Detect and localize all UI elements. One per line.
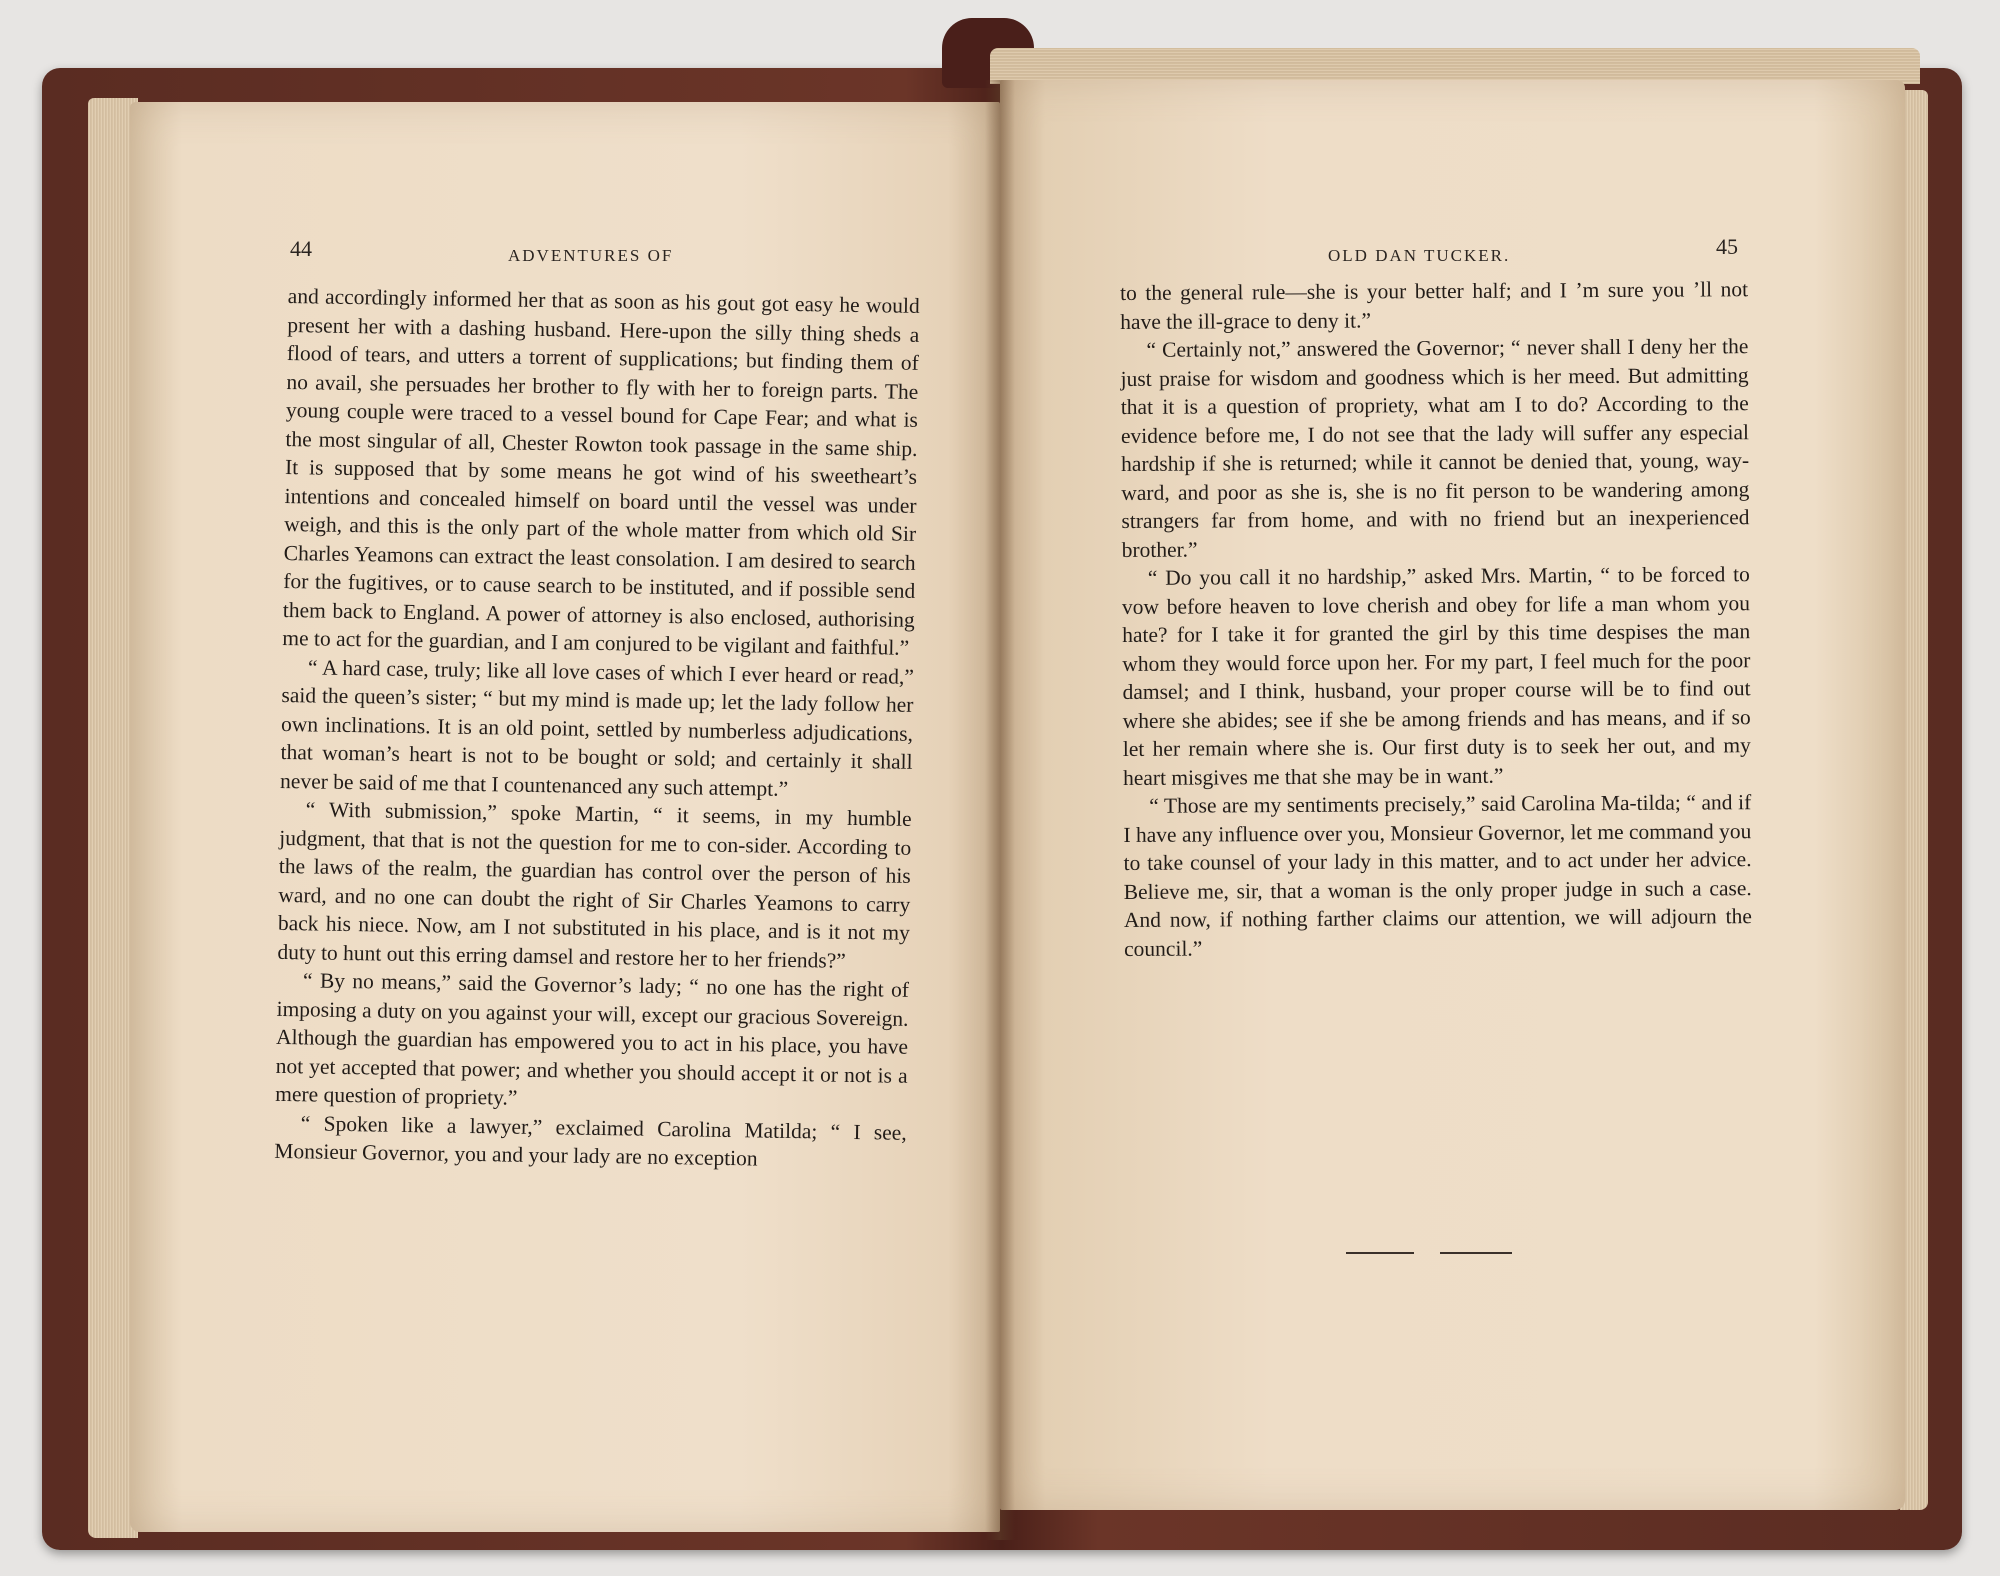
page-number-left: 44 bbox=[290, 236, 312, 261]
running-head-left: ADVENTURES OF bbox=[508, 246, 674, 265]
page-number-right: 45 bbox=[1716, 234, 1738, 259]
paragraph: “ Certainly not,” answered the Governor; “ never shall I deny her the just praise for wisdom and goodness which is her meed. But admitting that it is a question of propriety, what am I to do? According to the evidence before me, I do not see that the lady will suffer any especial hardship if she is returned; while it cannot be denied that, young, way-ward, and poor as she is, she is no fit person to be wandering among strangers far from home, and with no friend but an inexperienced brother.” bbox=[1120, 334, 1750, 562]
end-rule-left bbox=[1346, 1252, 1414, 1254]
end-rule-right bbox=[1440, 1252, 1512, 1254]
paragraph: “ By no means,” said the Governor’s lady; “ no one has the right of imposing a duty on you against your will, except our gracious Sovereign. Although the guardian has empowered you to act in his place, you have not yet accepted that power; and whether you should accept it or not is a mere question of propriety.” bbox=[275, 968, 910, 1110]
paragraph: and accordingly informed her that as soon as his gout got easy he would present her with a dashing husband. Here-upon the silly thing sheds a flood of tears, and utters a torrent of supplications; but finding them of no avail, she persuades her brother to fly with her to foreign parts. The young couple were traced to a vessel bound for Cape Fear; and what is the most singular of all, Chester Rowton took passage in the same ship. It is supposed that by some means he got wind of his sweetheart’s intentions and concealed himself on board until the vessel was under weigh, and this is the only part of the whole matter from which old Sir Charles Yeamons can extract the least consolation. I am desired to search for the fugitives, or to cause search to be instituted, and if possible send them back to England. A power of attorney is also enclosed, authorising me to act for the guardian, and I am conjured to be vigilant and faithful.” bbox=[282, 283, 920, 660]
paragraph: “ A hard case, truly; like all love cases of which I ever heard or read,” said the queen’s sister; “ but my mind is made up; let the lady follow her own inclinations. It is an old point, settled by numberless adjudications, that woman’s heart is not to be bought or sold; and certainly it shall never be said of me that I countenanced any such attempt.” bbox=[279, 654, 915, 801]
paragraph: “ Spoken like a lawyer,” exclaimed Carolina Matilda; “ I see, Monsieur Governor, you and your lady are no exception bbox=[274, 1110, 907, 1171]
right-page-text bbox=[1120, 275, 1752, 963]
paragraph: “ Those are my sentiments precisely,” said Carolina Ma-tilda; “ and if I have any influence over you, Monsieur Governor, let me command you to take counsel of your lady in this matter, and to act under her advice. Believe me, sir, that a woman is the only proper judge in such a case. And now, if nothing farther claims our attention, we will adjourn the council.” bbox=[1123, 790, 1752, 961]
paragraph: “ With submission,” spoke Martin, “ it seems, in my humble judgment, that that is not the question for me to con-sider. According to the laws of the realm, the guardian has control over the person of his ward, and no one can doubt the right of Sir Charles Yeamons to carry back his niece. Now, am I not substituted in his place, and is it not my duty to hunt out this erring damsel and restore her to her friends?” bbox=[277, 797, 912, 973]
page-edges-top bbox=[990, 48, 1920, 84]
paragraph: to the general rule—she is your better half; and I ’m sure you ’ll not have the ill-grace to deny it.” bbox=[1120, 277, 1749, 334]
left-page-text bbox=[274, 282, 920, 1175]
book-gutter bbox=[985, 80, 1015, 1540]
running-head-right: OLD DAN TUCKER. bbox=[1328, 246, 1511, 265]
paragraph: “ Do you call it no hardship,” asked Mrs. Martin, “ to be forced to vow before heaven to love cherish and obey for life a man whom you hate? for I take it for granted the girl by this time despises the man whom they would force upon her. For my part, I feel much for the poor damsel; and I think, husband, your proper course will be to find out where she abides; see if she be among friends and has means, and if so let her remain where she is. Our first duty is to seek her out, and my heart misgives me that she may be in want.” bbox=[1121, 562, 1751, 790]
